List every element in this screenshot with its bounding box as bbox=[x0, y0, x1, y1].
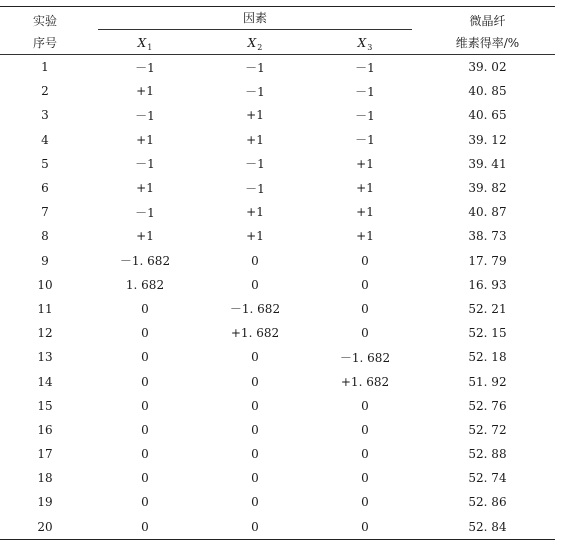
header-x1 bbox=[90, 32, 200, 55]
cell-run-number: 19 bbox=[37, 495, 53, 510]
cell-x2: －1 bbox=[245, 84, 265, 99]
cell-run-number: 3 bbox=[41, 108, 49, 123]
cell-x1: +1 bbox=[136, 229, 154, 244]
cell-x1: －1 bbox=[135, 60, 155, 75]
table-row bbox=[0, 442, 555, 466]
table-row bbox=[0, 176, 555, 200]
cell-yield: 52. 76 bbox=[468, 398, 507, 413]
table-row bbox=[0, 345, 555, 369]
header-x3 bbox=[310, 32, 420, 55]
cell-x2: －1. 682 bbox=[229, 302, 281, 317]
header-x2-symbol: X bbox=[247, 36, 257, 50]
cell-run-number: 8 bbox=[41, 229, 49, 244]
cell-x3: －1 bbox=[355, 60, 375, 75]
table-row bbox=[0, 394, 555, 418]
cell-yield: 16. 93 bbox=[468, 277, 507, 292]
cell-x1: 0 bbox=[141, 495, 149, 510]
header-x1-subscript: 1 bbox=[147, 43, 153, 52]
cell-run-number: 1 bbox=[41, 60, 49, 75]
cell-run-number: 6 bbox=[41, 181, 49, 196]
header-run-number-line1: 实验 bbox=[32, 14, 57, 28]
cell-x2: －1 bbox=[245, 181, 265, 196]
cell-run-number: 5 bbox=[41, 156, 49, 171]
cell-x1: +1 bbox=[136, 84, 154, 99]
cell-x2: 0 bbox=[251, 398, 259, 413]
cell-x3: +1 bbox=[356, 181, 374, 196]
cell-x3: 0 bbox=[361, 253, 369, 268]
cell-x1: 0 bbox=[141, 350, 149, 365]
cell-x2: 0 bbox=[251, 471, 259, 486]
cell-x3: 0 bbox=[361, 447, 369, 462]
cell-x1: －1 bbox=[135, 108, 155, 123]
cell-x3: +1 bbox=[356, 156, 374, 171]
table-row bbox=[0, 369, 555, 393]
cell-x2: 0 bbox=[251, 374, 259, 389]
cell-yield: 52. 84 bbox=[468, 519, 507, 534]
cell-x2: 0 bbox=[251, 350, 259, 365]
cell-x3: +1 bbox=[356, 205, 374, 220]
cell-x1: 0 bbox=[141, 398, 149, 413]
cell-x3: 0 bbox=[361, 301, 369, 316]
cell-yield: 38. 73 bbox=[468, 229, 507, 244]
table-row bbox=[0, 466, 555, 490]
cell-yield: 52. 15 bbox=[468, 326, 507, 341]
cell-yield: 39. 41 bbox=[468, 156, 507, 171]
table-row bbox=[0, 273, 555, 297]
cell-x2: 0 bbox=[251, 253, 259, 268]
cell-x1: －1 bbox=[135, 205, 155, 220]
cell-yield: 52. 21 bbox=[468, 301, 507, 316]
cell-x3: －1 bbox=[355, 84, 375, 99]
cell-x1: 0 bbox=[141, 301, 149, 316]
table-row bbox=[0, 103, 555, 127]
cell-x3: 0 bbox=[361, 277, 369, 292]
cell-x2: 0 bbox=[251, 277, 259, 292]
header-yield bbox=[420, 7, 555, 55]
cell-run-number: 13 bbox=[37, 350, 53, 365]
cell-x1: －1. 682 bbox=[119, 254, 171, 269]
header-x3-subscript: 3 bbox=[367, 43, 373, 52]
cell-x1: 0 bbox=[141, 471, 149, 486]
cell-x3: 0 bbox=[361, 422, 369, 437]
table-row bbox=[0, 515, 555, 540]
cell-yield: 39. 12 bbox=[468, 132, 507, 147]
cell-x1: 1. 682 bbox=[125, 277, 165, 292]
cell-yield: 40. 65 bbox=[468, 108, 507, 123]
cell-yield: 52. 74 bbox=[468, 471, 507, 486]
cell-x3: 0 bbox=[361, 398, 369, 413]
cell-x1: 0 bbox=[141, 519, 149, 534]
cell-x3: 0 bbox=[361, 519, 369, 534]
cell-x3: +1. 682 bbox=[340, 374, 390, 389]
header-yield-line2: 维素得率/% bbox=[455, 36, 520, 50]
header-x1-symbol: X bbox=[137, 36, 147, 50]
cell-run-number: 20 bbox=[37, 519, 53, 534]
table-row bbox=[0, 418, 555, 442]
cell-x1: 0 bbox=[141, 447, 149, 462]
cell-run-number: 9 bbox=[41, 253, 49, 268]
cell-x1: +1 bbox=[136, 181, 154, 196]
cell-x1: 0 bbox=[141, 326, 149, 341]
cell-run-number: 16 bbox=[37, 422, 53, 437]
header-run-number bbox=[0, 7, 90, 55]
header-factors bbox=[90, 7, 420, 33]
header-run-number-line2: 序号 bbox=[32, 36, 57, 50]
cell-run-number: 18 bbox=[37, 471, 53, 486]
cell-yield: 52. 18 bbox=[468, 350, 507, 365]
cell-yield: 39. 82 bbox=[468, 181, 507, 196]
cell-run-number: 2 bbox=[41, 84, 49, 99]
table-row bbox=[0, 297, 555, 321]
cell-x2: +1. 682 bbox=[230, 326, 280, 341]
table-row bbox=[0, 224, 555, 248]
cell-x1: 0 bbox=[141, 374, 149, 389]
cell-x1: +1 bbox=[136, 132, 154, 147]
cell-x2: －1 bbox=[245, 60, 265, 75]
cell-run-number: 14 bbox=[37, 374, 53, 389]
cell-run-number: 4 bbox=[41, 132, 49, 147]
cell-yield: 40. 87 bbox=[468, 205, 507, 220]
cell-x2: +1 bbox=[246, 132, 264, 147]
cell-yield: 40. 85 bbox=[468, 84, 507, 99]
cell-yield: 52. 86 bbox=[468, 495, 507, 510]
table-row bbox=[0, 249, 555, 273]
cell-x1: 0 bbox=[141, 422, 149, 437]
cell-x2: +1 bbox=[246, 205, 264, 220]
cell-x2: 0 bbox=[251, 422, 259, 437]
factors-divider bbox=[98, 29, 412, 30]
cell-x2: +1 bbox=[246, 108, 264, 123]
cell-run-number: 12 bbox=[37, 326, 53, 341]
cell-x3: 0 bbox=[361, 471, 369, 486]
cell-yield: 52. 72 bbox=[468, 422, 507, 437]
cell-x3: －1 bbox=[355, 133, 375, 148]
cell-x2: －1 bbox=[245, 157, 265, 172]
cell-x3: +1 bbox=[356, 229, 374, 244]
header-x3-symbol: X bbox=[357, 36, 367, 50]
cell-x3: －1. 682 bbox=[339, 350, 391, 365]
cell-run-number: 7 bbox=[41, 205, 49, 220]
table-row bbox=[0, 152, 555, 176]
cell-x2: 0 bbox=[251, 495, 259, 510]
table-row bbox=[0, 490, 555, 514]
header-factors-label: 因素 bbox=[242, 11, 267, 25]
cell-x2: 0 bbox=[251, 519, 259, 534]
cell-yield: 51. 92 bbox=[468, 374, 507, 389]
table-body bbox=[0, 55, 555, 540]
cell-x2: +1 bbox=[246, 229, 264, 244]
table-row bbox=[0, 200, 555, 224]
cell-x3: 0 bbox=[361, 326, 369, 341]
cell-x2: 0 bbox=[251, 447, 259, 462]
cell-yield: 39. 02 bbox=[468, 60, 507, 75]
table-row bbox=[0, 55, 555, 80]
cell-x3: －1 bbox=[355, 108, 375, 123]
cell-yield: 52. 88 bbox=[468, 447, 507, 462]
cell-run-number: 11 bbox=[37, 301, 53, 316]
table-row bbox=[0, 79, 555, 103]
cell-yield: 17. 79 bbox=[468, 253, 507, 268]
table-row bbox=[0, 321, 555, 345]
header-x2-subscript: 2 bbox=[257, 43, 263, 52]
cell-run-number: 15 bbox=[37, 398, 53, 413]
header-yield-line1: 微晶纤 bbox=[469, 14, 506, 28]
cell-run-number: 17 bbox=[37, 447, 53, 462]
cell-x3: 0 bbox=[361, 495, 369, 510]
experiment-design-table bbox=[0, 6, 555, 540]
table-row bbox=[0, 128, 555, 152]
cell-x1: －1 bbox=[135, 157, 155, 172]
cell-run-number: 10 bbox=[37, 277, 53, 292]
header-x2 bbox=[200, 32, 310, 55]
